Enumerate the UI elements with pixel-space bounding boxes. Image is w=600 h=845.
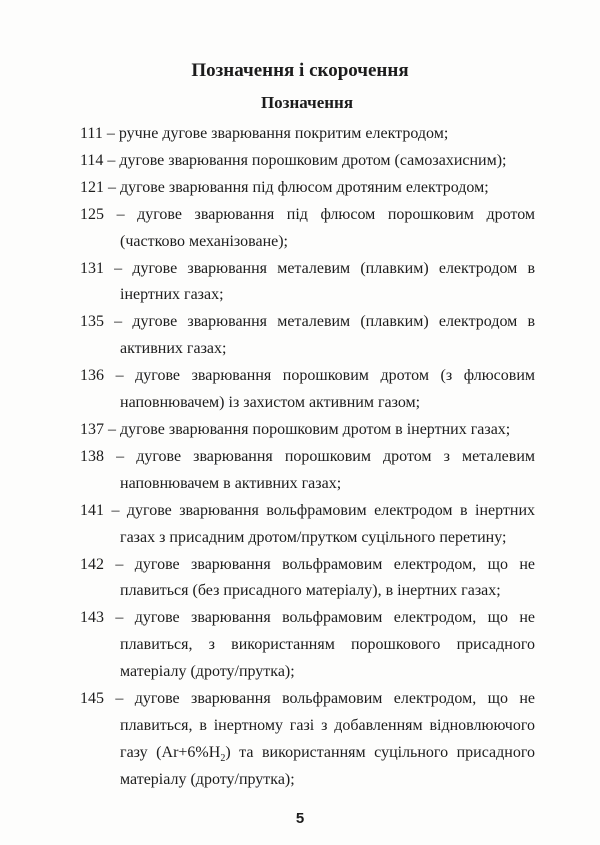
entry-text: ручне дугове зварювання покритим електродом; xyxy=(118,125,449,142)
entry-code: 142 xyxy=(80,555,104,573)
dash: – xyxy=(107,151,116,169)
dash: – xyxy=(116,205,125,223)
entry-text: дугове зварювання порошковим дротом з металевим наповнювачем в активних газах; xyxy=(120,447,536,492)
entry-code: 135 xyxy=(80,313,104,331)
dash: – xyxy=(108,178,116,196)
entry-code: 143 xyxy=(80,609,104,627)
list-item xyxy=(80,121,535,148)
entry-text: дугове зварювання вольфрамовим електродом в інертних газах з присадним дротом/прутком суцільного перетину; xyxy=(120,501,536,546)
list-item xyxy=(80,309,535,363)
list-item xyxy=(80,444,535,498)
list-item xyxy=(80,202,535,256)
list-item xyxy=(80,552,535,606)
entry-code: 136 xyxy=(80,367,104,385)
entry-text: дугове зварювання порошковим дротом (самозахисним); xyxy=(119,151,507,169)
entry-text: ) та використанням суцільного присадного матеріалу (дроту/прутка); xyxy=(120,743,536,788)
entry-code: 131 xyxy=(80,259,104,277)
dash: – xyxy=(115,555,124,573)
list-item xyxy=(80,256,535,310)
list-item xyxy=(80,605,535,686)
dash: – xyxy=(116,447,125,465)
entry-code: 137 xyxy=(80,420,104,438)
page-title: Позначення і скорочення xyxy=(191,60,409,81)
entry-code: 125 xyxy=(80,205,104,223)
list-item xyxy=(80,175,535,202)
dash: – xyxy=(111,501,120,519)
dash: – xyxy=(115,367,124,385)
dash: – xyxy=(108,420,116,438)
entry-code: 121 xyxy=(80,178,104,196)
page-number: 5 xyxy=(295,810,305,827)
list-item xyxy=(80,498,535,552)
entry-code: 114 xyxy=(80,151,104,169)
entry-code: 111 xyxy=(80,125,103,142)
entry-text: дугове зварювання під флюсом дротяним електродом; xyxy=(120,178,489,196)
dash: – xyxy=(106,125,115,142)
list-item xyxy=(80,417,535,444)
section-subtitle: Позначення xyxy=(260,93,354,112)
entry-text: дугове зварювання під флюсом порошковим дротом (частково механізоване); xyxy=(120,205,536,250)
entry-code: 145 xyxy=(80,690,104,708)
dash: – xyxy=(114,259,123,277)
designations-list xyxy=(80,121,535,794)
list-item xyxy=(80,363,535,417)
dash: – xyxy=(115,609,124,627)
subscript: 2 xyxy=(220,753,226,765)
entry-text: дугове зварювання вольфрамовим електродом, що не плавиться, в інертному газі з добавленням відновлюючого газу (Ar+6%H xyxy=(120,690,536,761)
entry-text: дугове зварювання вольфрамовим електродом, що не плавиться (без присадного матеріалу), в інертних газах; xyxy=(120,555,536,600)
list-item xyxy=(80,686,535,794)
entry-code: 138 xyxy=(80,447,104,465)
entry-text: дугове зварювання металевим (плавким) електродом в активних газах; xyxy=(120,313,536,358)
entry-text: дугове зварювання металевим (плавким) електродом в інертних газах; xyxy=(120,259,536,304)
entry-code: 141 xyxy=(80,501,104,519)
entry-text: дугове зварювання вольфрамовим електродом, що не плавиться, з використанням порошкового присадного матеріалу (дроту/прутка); xyxy=(120,609,536,681)
dash: – xyxy=(115,690,124,708)
entry-text: дугове зварювання порошковим дротом (з флюсовим наповнювачем) із захистом активним газом; xyxy=(120,367,536,412)
entry-text: дугове зварювання порошковим дротом в інертних газах; xyxy=(120,420,511,438)
dash: – xyxy=(114,313,123,331)
list-item xyxy=(80,148,535,175)
